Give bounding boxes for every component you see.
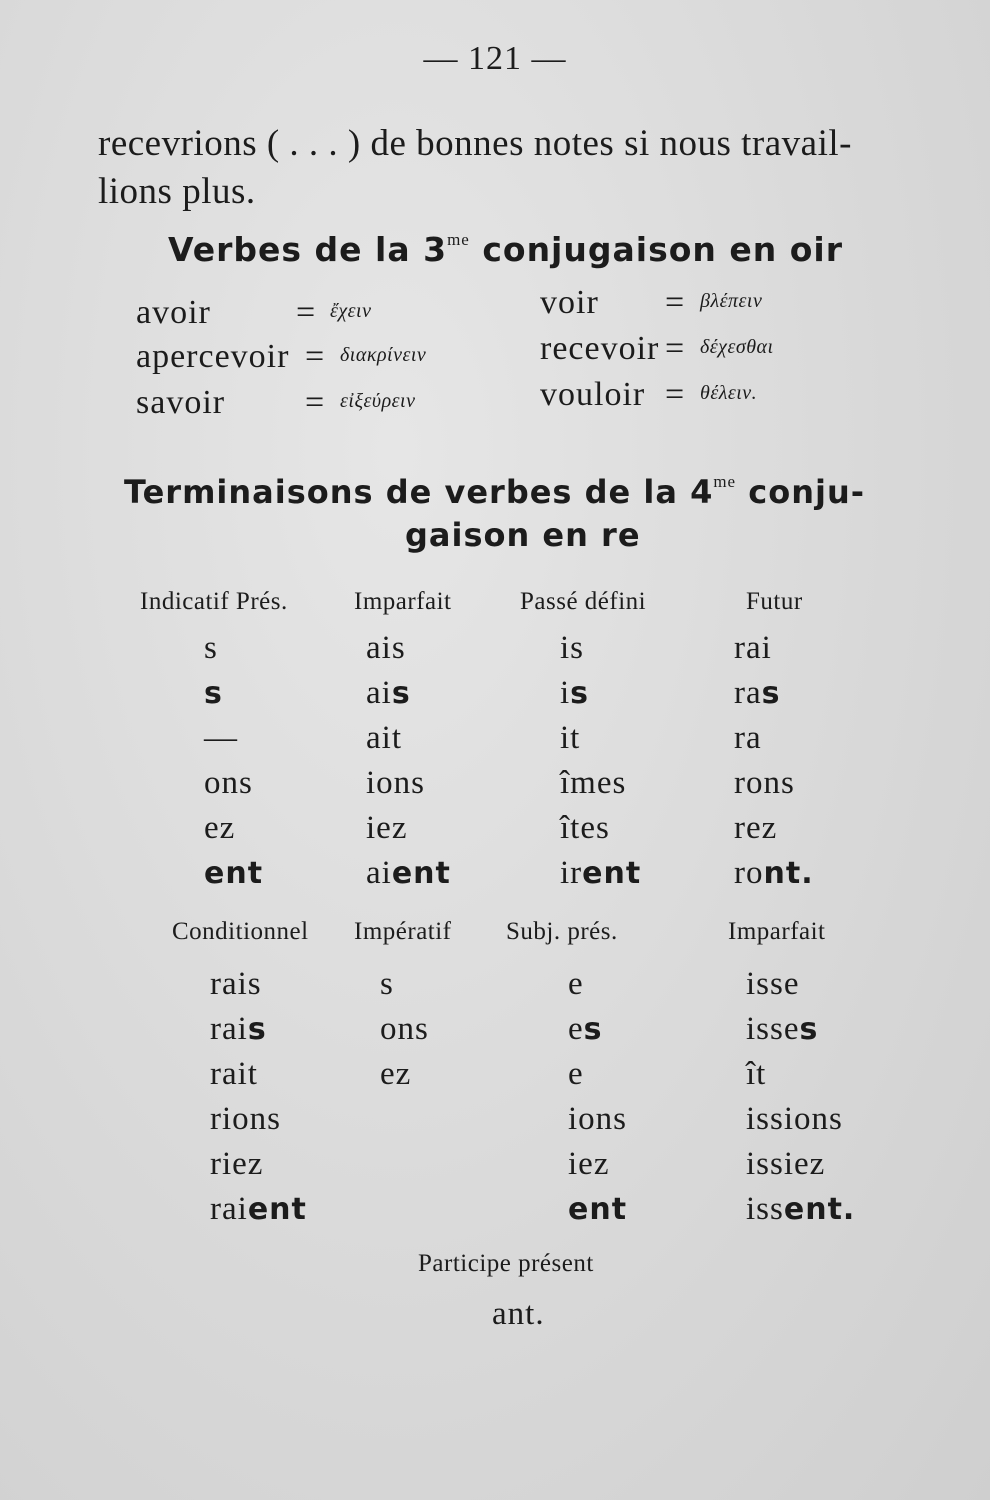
french-verb: recevoir [540, 330, 660, 367]
ending-cell [746, 1056, 766, 1093]
column-header: Imparfait [728, 918, 826, 945]
ending-regular: ît [746, 1056, 767, 1092]
ending-cell [204, 630, 218, 667]
ending-cell [746, 1101, 843, 1138]
participle-ending: ant. [492, 1296, 545, 1332]
ending-cell [568, 966, 584, 1003]
ending-cell [734, 675, 781, 712]
ending-cell [366, 630, 406, 667]
section-heading-4th-conjugation-line-2: gaison en re [405, 516, 641, 554]
french-verb: voir [540, 284, 599, 321]
ending-bold: s [761, 676, 781, 711]
ending-regular: iez [366, 810, 408, 846]
ending-cell [366, 720, 402, 757]
ending-regular: — [204, 720, 238, 756]
french-verb: savoir [136, 384, 226, 421]
greek-equivalent: διακρίνειν [340, 344, 427, 366]
ending-cell [380, 966, 394, 1003]
ending-cell [204, 720, 238, 757]
ending-regular: ions [568, 1101, 628, 1137]
ending-cell [366, 675, 411, 712]
ending-cell [210, 1011, 267, 1048]
ending-regular: ions [366, 765, 426, 801]
greek-equivalent: δέχεσθαι [700, 336, 774, 358]
ending-regular: rai [210, 1191, 248, 1227]
ending-regular: rions [210, 1101, 281, 1137]
ending-cell [568, 1101, 627, 1138]
ending-regular: îtes [560, 810, 610, 846]
ending-cell [568, 1011, 603, 1048]
ending-cell [380, 1011, 429, 1048]
ending-bold: ent. [783, 1192, 856, 1227]
equals-sign: = [305, 384, 326, 421]
ending-regular: issiez [746, 1146, 826, 1182]
ending-cell [734, 630, 772, 667]
equals-sign: = [665, 330, 686, 367]
heading-text-end: conjugaison en oir [469, 230, 843, 269]
greek-equivalent: ἔχειν [330, 300, 372, 322]
ending-bold: s [247, 1012, 267, 1047]
ending-regular: ai [366, 675, 392, 711]
ending-regular: isse [746, 1011, 800, 1047]
ending-cell [366, 765, 425, 802]
ending-cell [210, 1146, 263, 1183]
section-heading-3rd-conjugation [168, 230, 843, 269]
ending-regular: issions [746, 1101, 843, 1137]
ending-regular: ir [560, 855, 583, 891]
ending-cell [204, 810, 235, 847]
ending-regular: ait [366, 720, 402, 756]
equals-sign: = [665, 376, 686, 413]
ending-cell [734, 810, 777, 847]
ending-regular: e [568, 966, 584, 1002]
ending-regular: isse [746, 966, 800, 1002]
ending-regular: ons [204, 765, 253, 801]
ending-bold: ent [391, 856, 451, 891]
greek-equivalent: θέλειν. [700, 382, 758, 404]
ending-cell [560, 720, 580, 757]
ending-regular: s [204, 630, 218, 666]
heading-text: Verbes de la 3 [168, 230, 448, 269]
ending-regular: s [380, 966, 394, 1002]
ending-regular: iez [568, 1146, 610, 1182]
ending-regular: e [568, 1011, 584, 1047]
ending-cell [568, 1191, 627, 1228]
ending-cell [560, 855, 641, 892]
ending-regular: ro [734, 855, 764, 891]
ending-regular: ra [734, 720, 762, 756]
heading-superscript: me [713, 472, 737, 491]
ending-regular: riez [210, 1146, 264, 1182]
french-verb: avoir [136, 294, 211, 331]
column-header: Imparfait [354, 588, 452, 615]
ending-bold: ent [582, 856, 642, 891]
section-heading-4th-conjugation [124, 472, 865, 511]
ending-regular: i [560, 675, 571, 711]
heading-text-end: conju- [736, 473, 866, 511]
ending-regular: iss [746, 1191, 784, 1227]
ending-bold: s [204, 676, 223, 711]
ending-cell [560, 675, 589, 712]
greek-equivalent: εἰξεύρειν [340, 390, 416, 412]
ending-regular: it [560, 720, 581, 756]
ending-cell [366, 810, 407, 847]
ending-cell [366, 855, 451, 892]
column-header: Impératif [354, 918, 452, 945]
ending-regular: is [560, 630, 585, 666]
ending-cell [204, 855, 263, 892]
ending-bold: s [570, 676, 590, 711]
column-header: Futur [746, 588, 803, 615]
greek-equivalent: βλέπειν [700, 290, 763, 312]
ending-cell [210, 1191, 307, 1228]
french-verb: apercevoir [136, 338, 290, 375]
ending-regular: ai [366, 855, 392, 891]
equals-sign: = [305, 338, 326, 375]
ending-regular: rai [210, 1011, 248, 1047]
ending-cell [210, 1056, 258, 1093]
page-number: — 121 — [423, 40, 567, 77]
ending-cell [210, 1101, 281, 1138]
equals-sign: = [296, 294, 317, 331]
ending-cell [746, 1146, 825, 1183]
intro-line-1: recevrions ( . . . ) de bonnes notes si nous travail- [98, 123, 852, 164]
ending-regular: rai [734, 630, 772, 666]
column-header: Indicatif Prés. [140, 588, 288, 615]
heading-superscript: me [447, 230, 470, 249]
ending-regular: ez [380, 1056, 412, 1092]
ending-cell [204, 675, 223, 712]
ending-bold: s [799, 1012, 819, 1047]
ending-regular: ra [734, 675, 762, 711]
ending-cell [734, 720, 762, 757]
intro-line-2: lions plus. [98, 171, 256, 212]
ending-bold: ent [568, 1192, 628, 1227]
column-header: Subj. prés. [506, 918, 618, 945]
ending-regular: rons [734, 765, 795, 801]
ending-cell [210, 966, 262, 1003]
ending-bold: ent [247, 1192, 307, 1227]
ending-cell [746, 1011, 818, 1048]
ending-cell [568, 1146, 609, 1183]
ending-bold: ent [204, 856, 264, 891]
ending-cell [560, 765, 626, 802]
ending-regular: ais [366, 630, 406, 666]
participle-label: Participe présent [418, 1250, 594, 1277]
heading-text: Terminaisons de verbes de la 4 [124, 473, 714, 511]
ending-regular: rais [210, 966, 262, 1002]
ending-cell [204, 765, 253, 802]
ending-regular: îmes [560, 765, 627, 801]
column-header: Conditionnel [172, 918, 309, 945]
column-header: Passé défini [520, 588, 647, 615]
ending-bold: s [583, 1012, 603, 1047]
ending-cell [746, 966, 800, 1003]
ending-regular: rait [210, 1056, 258, 1092]
ending-bold: nt. [763, 856, 814, 891]
ending-regular: rez [734, 810, 778, 846]
ending-cell [734, 765, 795, 802]
french-verb: vouloir [540, 376, 646, 413]
equals-sign: = [665, 284, 686, 321]
ending-cell [560, 630, 584, 667]
ending-cell [380, 1056, 411, 1093]
ending-regular: ez [204, 810, 236, 846]
ending-cell [560, 810, 610, 847]
ending-cell [568, 1056, 584, 1093]
ending-regular: ons [380, 1011, 429, 1047]
ending-cell [746, 1191, 855, 1228]
ending-cell [734, 855, 814, 892]
ending-bold: s [391, 676, 411, 711]
ending-regular: e [568, 1056, 584, 1092]
